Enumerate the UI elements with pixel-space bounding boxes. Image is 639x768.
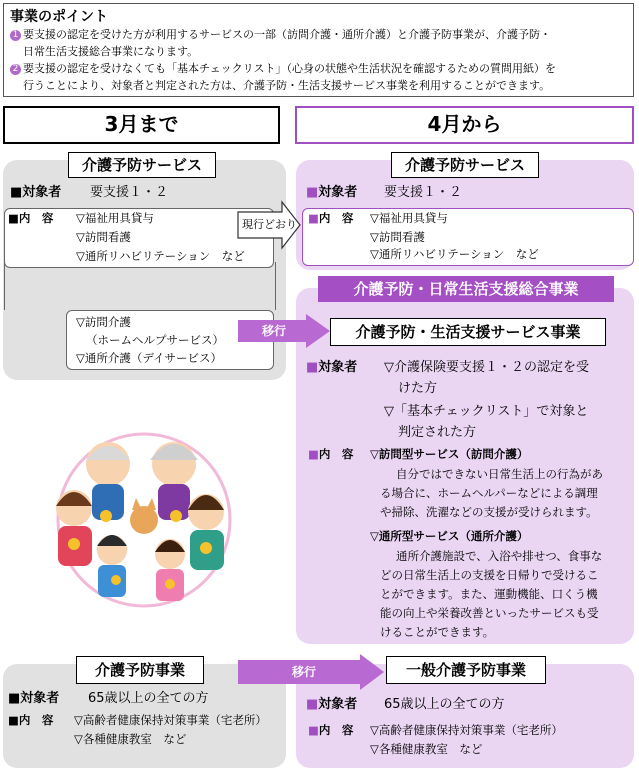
left-jigyo-target-label: ■対象者: [8, 691, 60, 706]
point-2-line-1: 2 要支援の認定を受けなくても「基本チェックリスト」（心身の状態や生活状況を確認するための質問用紙）を: [10, 60, 627, 77]
ippan-item: ▽高齢者健康保持対策事業（宅老所）: [370, 723, 563, 737]
tsusho-line: 能の向上や栄養改善といったサービスも受: [380, 606, 599, 620]
points-box: [3, 3, 634, 97]
right-target-value: 要支援１・２: [384, 185, 463, 200]
point-1-number: 1: [10, 30, 21, 41]
seikatsu-title: 介護予防・生活支援サービス事業: [330, 318, 606, 346]
sogo-banner: 介護予防・日常生活支援総合事業: [318, 276, 614, 302]
left-item: （ホームヘルプサービス）: [86, 333, 224, 347]
left-item: ▽訪問介護: [76, 315, 131, 329]
point-1-line-2: 日常生活支援総合事業になります。: [23, 45, 199, 58]
left-jigyo-item: ▽各種健康教室 など: [74, 732, 187, 746]
right-item: ▽訪問看護: [370, 230, 425, 244]
s-target-1b: けた方: [398, 381, 438, 396]
left-jigyo-item: ▽高齢者健康保持対策事業（宅老所）: [74, 713, 267, 727]
left-jigyo-title: 介護予防事業: [76, 656, 204, 684]
left-header: 3月まで: [3, 106, 280, 144]
point-2-number: 2: [10, 64, 21, 75]
left-target-value: 要支援１・２: [90, 185, 169, 200]
move-arrow-1-label: 移行: [262, 324, 287, 338]
ippan-target-value: 65歳以上の全ての方: [384, 697, 505, 712]
tsusho-head: ▽通所型サービス（通所介護）: [370, 529, 529, 543]
left-item: ▽通所リハビリテーション など: [76, 249, 245, 263]
s-target-2a: ▽「基本チェックリスト」で対象と: [384, 404, 589, 419]
left-jigyo-content-label: ■内 容: [8, 713, 54, 727]
s-target-label: ■対象者: [306, 360, 358, 375]
ippan-target-label: ■対象者: [306, 697, 358, 712]
current-arrow-label: 現行どおり: [242, 218, 297, 231]
s-content-label: ■内 容: [308, 447, 354, 461]
ippan-item: ▽各種健康教室 など: [370, 742, 483, 756]
left-service-title: 介護予防サービス: [68, 152, 216, 178]
left-item: ▽福祉用具貸与: [76, 211, 154, 225]
left-target-label: ■対象者: [10, 185, 62, 200]
right-header: 4月から: [295, 106, 634, 144]
s-target-2b: 判定された方: [398, 425, 477, 440]
houmon-line: 自分ではできない日常生活上の行為があ: [396, 467, 603, 481]
right-service-title: 介護予防サービス: [391, 152, 539, 178]
tsusho-line: 通所介護施設で、入浴や排せつ、食事な: [396, 549, 603, 563]
family-illustration: [46, 420, 242, 620]
points-title: 事業のポイント: [10, 9, 108, 25]
ippan-content-label: ■内 容: [308, 723, 354, 737]
right-item: ▽通所リハビリテーション など: [370, 247, 539, 261]
houmon-head: ▽訪問型サービス（訪問介護）: [370, 447, 529, 461]
move-arrow-2-label: 移行: [292, 665, 317, 679]
tsusho-line: けることができます。: [380, 625, 495, 639]
tsusho-line: どの日常生活上の支援を日帰りで受けるこ: [380, 568, 599, 582]
left-connector: [4, 262, 276, 310]
left-item: ▽訪問看護: [76, 230, 131, 244]
right-item: ▽福祉用具貸与: [370, 211, 448, 225]
tsusho-line: とができます。また、運動機能、口くう機: [380, 587, 598, 601]
point-2-line-2: 行うことにより、対象者と判定された方は、介護予防・生活支援サービス事業を利用することができます。: [23, 79, 551, 92]
houmon-line: る場合に、ホームヘルパーなどによる調理: [380, 486, 598, 500]
s-target-1a: ▽介護保険要支援１・２の認定を受: [384, 360, 589, 375]
right-target-label: ■対象者: [306, 185, 358, 200]
left-jigyo-target-value: 65歳以上の全ての方: [88, 691, 209, 706]
houmon-line: や掃除、洗濯などの支援が受けられます。: [380, 505, 598, 519]
right-content-label: ■内 容: [308, 211, 354, 225]
left-content-label: ■内 容: [8, 211, 54, 225]
ippan-title: 一般介護予防事業: [386, 656, 546, 684]
point-1-line-1: 1 要支援の認定を受けた方が利用するサービスの一部（訪問介護・通所介護）と介護予防事業が、介護予防・: [10, 26, 627, 43]
left-item: ▽通所介護（デイサービス）: [76, 351, 223, 365]
